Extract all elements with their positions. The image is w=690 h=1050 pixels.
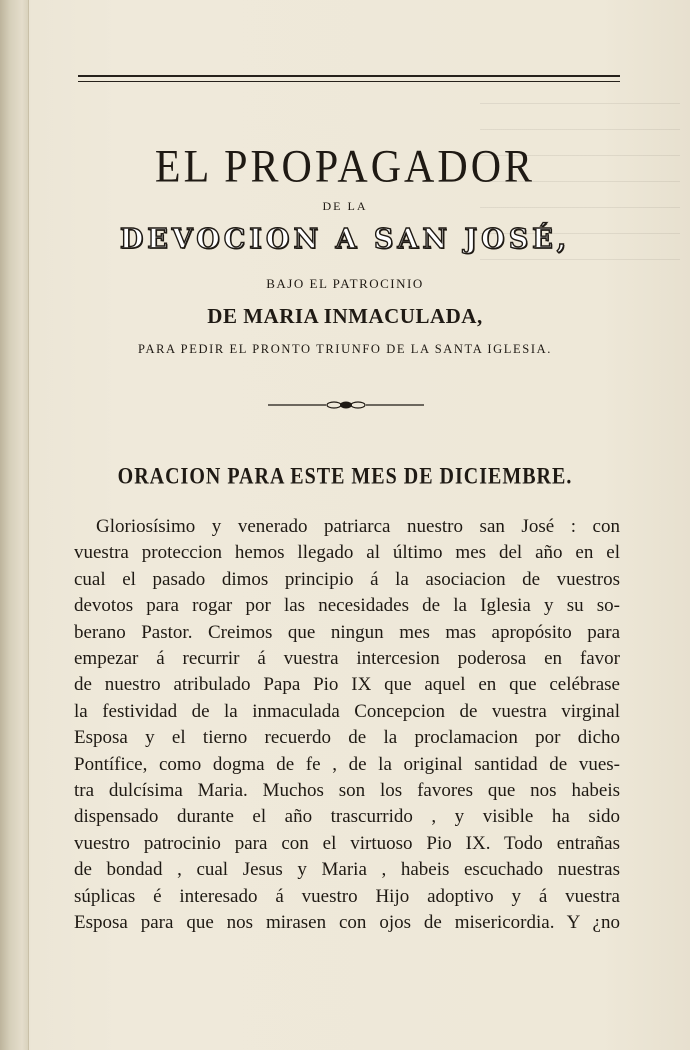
subtitle-devocion: DEVOCION A SAN JOSÉ, bbox=[119, 224, 571, 255]
section-heading: ORACION PARA ESTE MES DE DICIEMBRE. bbox=[117, 464, 573, 490]
body-line: vuestro patrocinio para con el virtuoso Pio IX. Todo entrañas bbox=[74, 832, 620, 854]
body-line: Esposa para que nos mirasen con ojos de misericordia. Y ¿no bbox=[74, 912, 620, 934]
subtitle-maria: DE MARIA INMACULADA, bbox=[207, 304, 483, 328]
subtitle-para: PARA PEDIR EL PRONTO TRIUNFO DE LA SANTA IGLESIA. bbox=[138, 342, 552, 356]
top-double-rule bbox=[78, 75, 620, 82]
page-title: EL PROPAGADOR bbox=[154, 141, 536, 193]
body-line: tra dulcísima Maria. Muchos son los favores que nos habeis bbox=[74, 780, 620, 802]
body-line: Esposa y el tierno recuerdo de la proclamacion por dicho bbox=[74, 727, 620, 749]
body-line: empezar á recurrir á vuestra intercesion poderosa en favor bbox=[74, 648, 620, 670]
body-line: vuestra proteccion hemos llegado al último mes del año en el bbox=[74, 542, 620, 564]
body-line: la festividad de la inmaculada Concepcion de vuestra virginal bbox=[74, 700, 620, 722]
subtitle-bajo: BAJO EL PATROCINIO bbox=[266, 276, 424, 291]
subtitle-de-la: DE LA bbox=[322, 199, 368, 213]
body-line: de bondad , cual Jesus y Maria , habeis escuchado nuestras bbox=[74, 859, 620, 881]
body-line: Gloriosísimo y venerado patriarca nuestro san José : con bbox=[96, 516, 620, 537]
body-line: dispensado durante el año trascurrido , y visible ha sido bbox=[74, 806, 620, 828]
body-line: Pontífice, como dogma de fe , de la original santidad de vues- bbox=[74, 753, 620, 775]
body-line: cual el pasado dimos principio á la asociacion de vuestros bbox=[74, 568, 620, 590]
body-line: súplicas é interesado á vuestro Hijo adoptivo y á vuestra bbox=[74, 885, 620, 907]
ornamental-divider-icon bbox=[268, 398, 424, 412]
body-line: devotos para rogar por las necesidades de la Iglesia y su so- bbox=[74, 595, 620, 617]
prayer-body-text bbox=[74, 514, 620, 937]
body-line: berano Pastor. Creimos que ningun mes mas apropósito para bbox=[74, 621, 620, 643]
binding-gutter bbox=[0, 0, 29, 1050]
body-line: de nuestro atribulado Papa Pio IX que aquel en que celébrase bbox=[74, 674, 620, 696]
